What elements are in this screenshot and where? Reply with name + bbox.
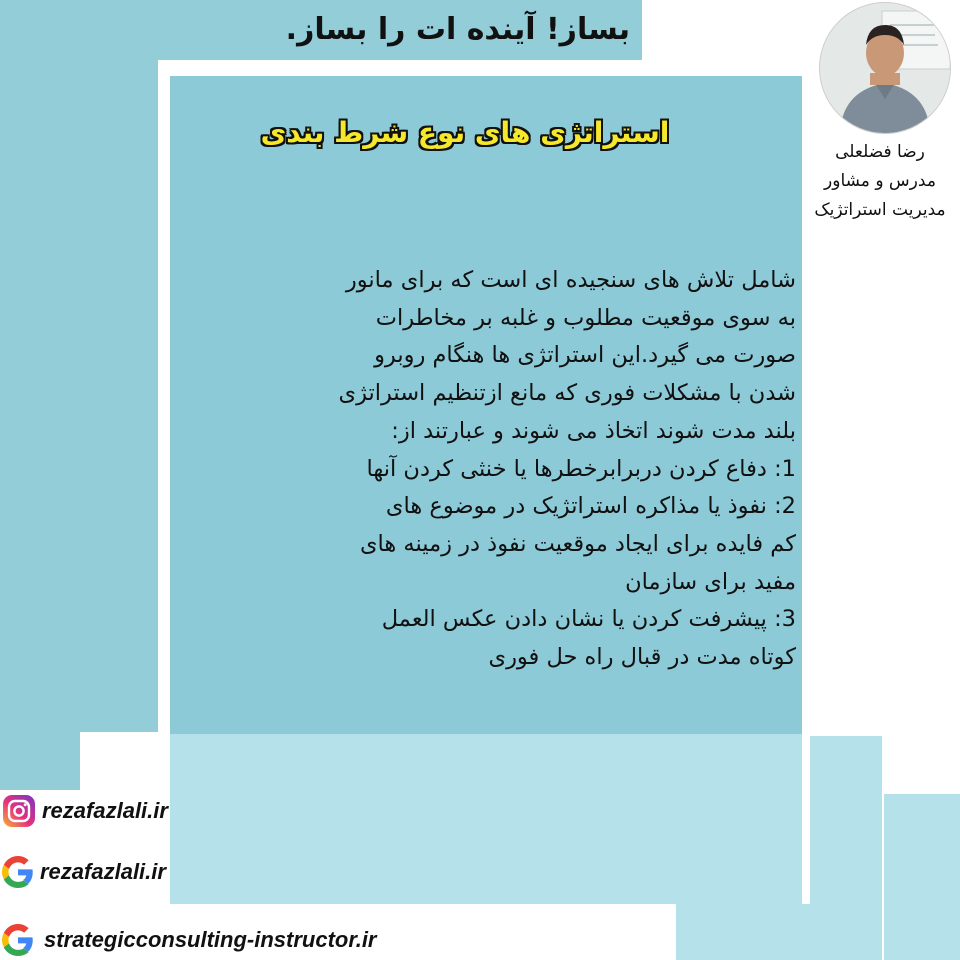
paragraph-line: صورت می گیرد.این استراتژی ها هنگام روبرو (374, 342, 796, 369)
consulting-site-link[interactable] (2, 924, 377, 956)
right-light-panel-1 (810, 736, 882, 960)
website-link-text[interactable]: rezafazlali.ir (40, 859, 166, 884)
google-icon (2, 856, 34, 888)
body-paragraph (196, 262, 796, 677)
instagram-link-text[interactable]: rezafazlali.ir (42, 798, 168, 823)
page-title: استراتژی های نوع شرط بندی (260, 116, 670, 149)
person-photo-icon (820, 3, 950, 133)
slogan-heading: بساز! آینده ات را بساز. (285, 12, 630, 47)
paragraph-line: شدن با مشکلات فوری که مانع ازتنظیم استراتژی (338, 380, 796, 407)
instagram-link[interactable] (2, 794, 168, 828)
paragraph-line: کم فایده برای ایجاد موقعیت نفوذ در زمینه های (359, 530, 796, 557)
light-blue-lower-panel (170, 732, 802, 904)
paragraph-line: 3: پیشرفت کردن یا نشان دادن عکس العمل (381, 606, 796, 633)
bottom-light-panel (676, 904, 810, 960)
left-teal-panel (0, 0, 158, 790)
paragraph-line: بلند مدت شوند اتخاذ می شوند و عبارتند از: (391, 417, 796, 444)
instagram-icon (2, 794, 36, 828)
author-role: مدرس و مشاور (824, 171, 936, 191)
google-icon (2, 924, 34, 956)
paragraph-line: شامل تلاش های سنجیده ای است که برای مانور (345, 267, 796, 293)
author-role-detail: مدیریت استراتژیک (814, 200, 946, 220)
avatar (819, 2, 951, 134)
paragraph-line: 2: نفوذ یا مذاکره استراتژیک در موضوع های (385, 493, 796, 520)
paragraph-line: مفید برای سازمان (625, 568, 796, 595)
paragraph-line: کوتاه مدت در قبال راه حل فوری (488, 644, 796, 671)
author-info (800, 138, 960, 225)
paragraph-line: 1: دفاع کردن دربرابرخطرها یا خنثی کردن آنها (366, 455, 796, 482)
consulting-site-link-text[interactable]: strategicconsulting-instructor.ir (44, 927, 377, 952)
right-light-panel-2 (884, 794, 960, 960)
website-link[interactable] (2, 856, 166, 888)
paragraph-line: به سوی موقعیت مطلوب و غلبه بر مخاطرات (375, 304, 796, 331)
author-name: رضا فضلعلی (835, 142, 925, 162)
bottom-left-block (80, 732, 170, 792)
